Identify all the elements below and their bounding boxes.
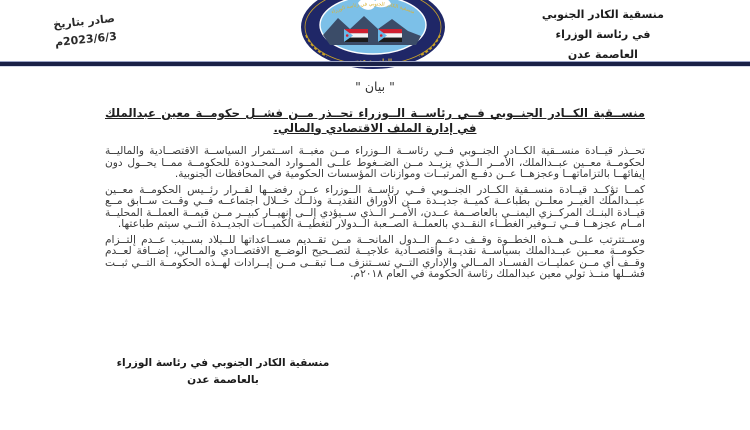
header-divider [0, 61, 750, 67]
org-header-line-2: في رئاسة الوزراء [555, 28, 651, 41]
signature-line-2: بالعاصمة عدن [187, 374, 259, 386]
flag-icon [344, 29, 368, 42]
emblem-ring-text: منسقية الكادر الجنوبي في رئاسة الوزراء [330, 1, 416, 16]
org-header-line-3: العاصمة عدن [567, 48, 638, 61]
headline: منســقية الكــادر الجنــوبي فــي رئاســة الــوزراء تحــذر مــن فشــل حكومــة معين عبدالملك في إدارة الملف الاقتصادي والمالي. [105, 106, 645, 135]
paragraph-1: تحــذر قيــادة منســقية الكــادر الجنــوبي فــي رئاســة الــوزراء مــن مغبــة اســتمرار السياســة الاقتصــادية والماليــة لحكومــة معــين عبــدالملك، الأمــر الــذي يزيــد مــن الضــغوط علــى المــوارد المحــدودة للحكومــة ممــا يحــول دون إيفائهــا بالتزاماتهــا وعجزهــا عــن دفــع المرتبــات وموازنات المؤسسات الحكومية في المحافظات الجنوبية. [105, 145, 645, 180]
org-header-line-1: منسقية الكادر الجنوبي [541, 8, 664, 21]
signature-block [106, 355, 340, 389]
signature-line-1: منسقية الكادر الجنوبي في رئاسة الوزراء [116, 357, 330, 369]
statement-label: " بيان " [355, 79, 395, 94]
issue-date-block [38, 8, 131, 53]
paragraph-2: كمــا تؤكــد قيــادة منســقية الكــادر الجنــوبي فــي رئاســة الــوزراء عــن رفضــها لقــرار رئــيس الحكومــة معــين عبــدالملك الغيــر معلــن بطباعــة كميــة جديــدة مــن الأوراق النقديــة وذلــك خــلال اجتماعــه فــي وقــت ســابق مــع قيــادة البنــك المركــزي اليمنــي بالعاصــمة عــدن، الأمــر الــذي ســيؤدي إلــى إنهيــار كبيــر مــن قيمــة العملــة المحليــة امــام عجزهــا فــي تــوفير الغطــاء النقــدي بالعملــة الصــعبة الــدولار لتغطيــة الكميــات الجديــدة التــي سيتم طباعتها. [105, 183, 645, 230]
issue-date-value: 2023/6/3م [54, 29, 118, 50]
org-header-block [542, 5, 664, 65]
paragraph-3: وســتترتب علــى هــذه الخطــوة وقــف دعــم الــدول المانحــة مــن تقــديم مســاعداتها للــبلاد بســبب عــدم إلتــزام حكومــة معــين عبــدالملك بسياســة نقديــة واقتصــادية علاجيــة لتصــحيح الوضــع الاقتصــادي والمــالي، إضــافة لعــدم وقــف أي مــن عمليــات الفســاد المــالي والإداري التــي تســتنزف مــا تبقــى مــن إيــرادات لهــذه الحكومــة التــي ثبــت فشــلها منــذ تولي معين عبدالملك رئاسة الحكومة في العام ٢٠١٨م. [105, 233, 645, 280]
issue-date-label: صادر بتاريخ [52, 11, 116, 32]
body-text [105, 146, 645, 285]
flag-icon [378, 29, 402, 42]
